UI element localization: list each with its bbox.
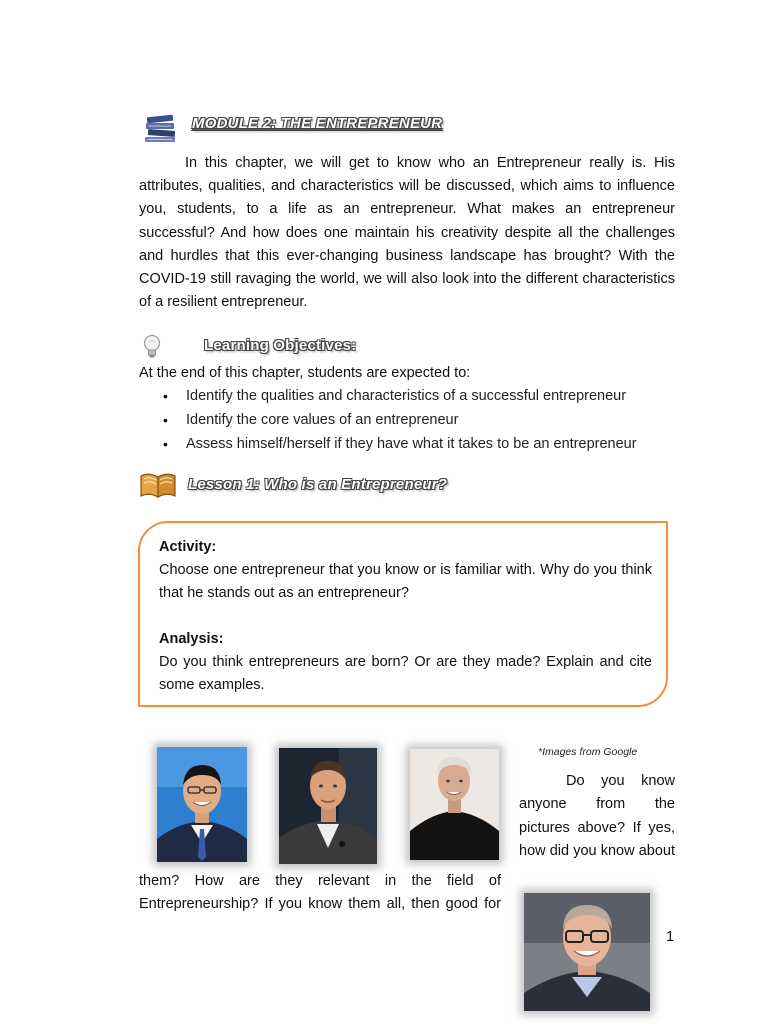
list-item: • Identify the core values of an entrepreneur	[139, 408, 679, 432]
lightbulb-icon	[141, 334, 163, 360]
side-line: Do you know	[566, 773, 675, 789]
portrait-image	[279, 748, 377, 864]
page-number: 1	[666, 929, 675, 945]
intro-text: In this chapter, we will get to know who an Entrepreneur really is. His attributes, qualities, and characteristics will be discussed, which aims to influence you, students, to a life as an entrepreneur. What makes an entrepreneur successful? And how does one maintain his creativity despite all the challenges and hurdles that this ever-changing business landscape has brought? With the COVID-19 still ravaging the world, we will also look into the different characteristics of a resilient entrepreneur.	[139, 155, 675, 311]
entrepreneur-photo-1	[157, 747, 247, 862]
activity-content	[159, 536, 652, 697]
module-heading	[143, 112, 503, 146]
intro-paragraph	[139, 152, 675, 314]
activity-label: Activity:	[159, 539, 217, 555]
lesson-title: Lesson 1: Who is an Entrepreneur?	[188, 476, 448, 493]
side-line: pictures above? If yes,	[519, 819, 675, 836]
side-line: anyone from the	[519, 796, 675, 813]
analysis-text: Do you think entrepreneurs are born? Or are they made? Explain and cite some examples.	[159, 654, 652, 693]
module-title: MODULE 2: THE ENTREPRENEUR	[192, 115, 443, 132]
entrepreneur-photo-3	[410, 749, 499, 860]
objectives-title: Learning Objectives:	[204, 337, 357, 354]
bottom-text	[139, 870, 501, 917]
analysis-label: Analysis:	[159, 631, 224, 647]
objectives-heading	[141, 334, 441, 362]
list-item: • Assess himself/herself if they have what it takes to be an entrepreneur	[139, 432, 679, 456]
portrait-image	[410, 749, 499, 860]
image-credit: *Images from Google	[538, 746, 638, 758]
objectives-lead: At the end of this chapter, students are expected to:	[139, 365, 471, 381]
open-book-icon	[139, 471, 177, 499]
activity-text: Choose one entrepreneur that you know or is familiar with. Why do you think that he stands out as an entrepreneur?	[159, 562, 652, 601]
objectives-list	[139, 384, 679, 456]
list-item: • Identify the qualities and characteristics of a successful entrepreneur	[139, 384, 679, 408]
entrepreneur-photo-2	[279, 748, 377, 864]
bottom-line: them? How are they relevant in the field of	[139, 873, 501, 889]
side-text	[519, 770, 675, 863]
activity-box	[138, 521, 668, 707]
books-icon	[143, 112, 179, 144]
portrait-image	[524, 893, 650, 1011]
portrait-image	[157, 747, 247, 862]
bottom-line: Entrepreneurship? If you know them all, then good for	[139, 896, 501, 913]
entrepreneur-photo-4	[524, 893, 650, 1011]
side-line: how did you know about	[519, 842, 675, 859]
lesson-heading	[139, 471, 499, 501]
